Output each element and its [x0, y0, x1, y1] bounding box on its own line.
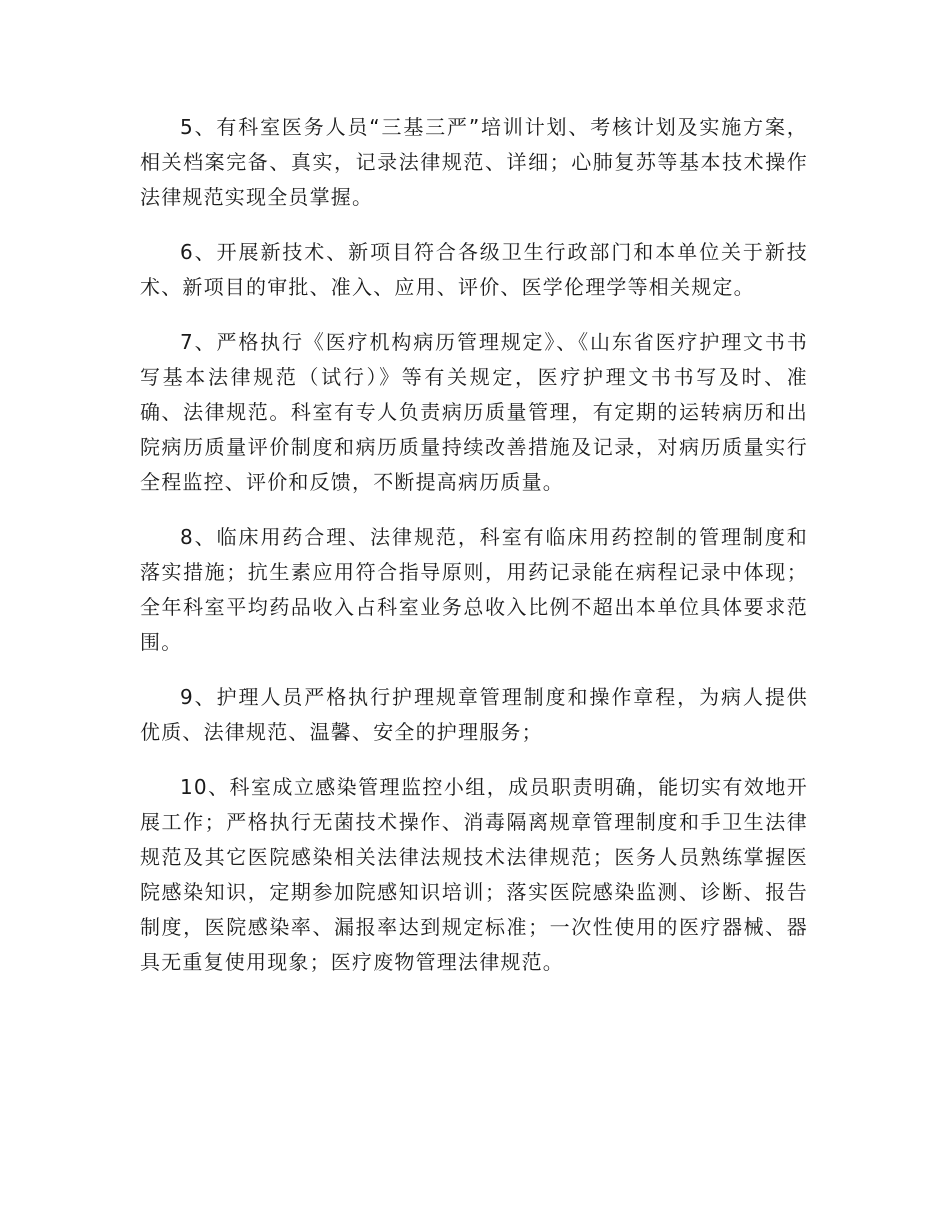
document-body	[140, 110, 808, 1000]
paragraph-item-6: 6、开展新技术、新项目符合各级卫生行政部门和本单位关于新技术、新项目的审批、准入、应用、评价、医学伦理学等相关规定。	[140, 240, 808, 299]
paragraph-item-9: 9、护理人员严格执行护理规章管理制度和操作章程，为病人提供优质、法律规范、温馨、安全的护理服务；	[140, 685, 808, 744]
paragraph-item-7: 7、严格执行《医疗机构病历管理规定》、《山东省医疗护理文书书写基本法律规范（试行）》等有关规定，医疗护理文书书写及时、准确、法律规范。科室有专人负责病历质量管理，有定期的运转病历和出院病历质量评价制度和病历质量持续改善措施及记录，对病历质量实行全程监控、评价和反馈，不断提高病历质量。	[140, 330, 808, 494]
paragraph-item-5: 5、有科室医务人员“三基三严”培训计划、考核计划及实施方案，相关档案完备、真实，记录法律规范、详细；心肺复苏等基本技术操作法律规范实现全员掌握。	[140, 115, 808, 209]
paragraph-item-8: 8、临床用药合理、法律规范，科室有临床用药控制的管理制度和落实措施；抗生素应用符合指导原则，用药记录能在病程记录中体现；全年科室平均药品收入占科室业务总收入比例不超出本单位具体要求范围。	[140, 525, 808, 654]
paragraph-item-10: 10、科室成立感染管理监控小组，成员职责明确，能切实有效地开展工作；严格执行无菌技术操作、消毒隔离规章管理制度和手卫生法律规范及其它医院感染相关法律法规技术法律规范；医务人员熟练掌握医院感染知识，定期参加院感知识培训；落实医院感染监测、诊断、报告制度，医院感染率、漏报率达到规定标准；一次性使用的医疗器械、器具无重复使用现象；医疗废物管理法律规范。	[140, 775, 808, 974]
